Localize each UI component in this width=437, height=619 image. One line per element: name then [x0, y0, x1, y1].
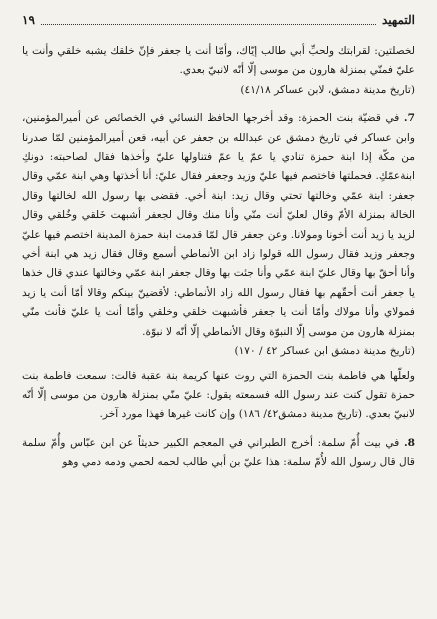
main-text [22, 42, 415, 609]
paragraph: ولعلّها هي فاطمة بنت الحمزة التي روت عنها كريمة بنة عقبة قالت: سمعت فاطمة بنت حمزة تقول كنت عند رسول الله فسمعته يقول: عليّ منّي بمنزلة هارون من موسى إلّا أنّه لانبيّ بعدي. (تاريخ مدينة دمشق٤٢/ ١٨٦) وإن كانت غيرها فهذا مورد آخر. [22, 369, 415, 421]
page-header [22, 10, 415, 30]
header-dotted-leader [41, 16, 376, 25]
numbered-paragraph [22, 109, 415, 342]
item-number: 8. [403, 436, 416, 449]
paragraph-text: في بيت أُمّ سلمة: أخرج الطبراني في المعجم الكبير حديثاً عن ابن عبّاس وأُمّ سلمة قال قال رسول الله لأُمّ سلمة: هذا عليّ بن أبي طالب لحمه لحمي ودمه دمي وهو [22, 436, 415, 469]
numbered-paragraph [22, 434, 415, 473]
page-number: ١٩ [22, 13, 35, 27]
citation: (تاريخ مدينة دمشق، لابن عساكر ٤١/١٨) [240, 83, 415, 96]
paragraph: لخصلتين: لقرابتك ولحبِّ أبي طالب إيّاك، وأمّا أنت يا جعفر فإنّ خلقك يشبه خلقي وأنت يا عليّ فمنّي بمنزلة هارون من موسى إلّا أنّه لانبيّ بعدي. [22, 45, 415, 77]
item-number: 7. [403, 112, 415, 125]
running-title: التمهيد [382, 13, 415, 27]
paragraph-text: في قضيّة بنت الحمزة: وقد أخرجها الحافظ النسائي في الخصائص عن أميرالمؤمنين، وابن عساكر في تاريخ دمشق عن عبدالله بن جعفر عن أبيه، فعن أميرالمؤمنين لمّا صدرنا من مكّة إذا ابنة حمزة تنادي يا عمّ يا عمّ فتناولها عليّ وأخذها فقال لصاحبته: دونكِ ابنةعمّكِ. فحملتها فاختصم فيها عليّ وزيد وجعفر فقال عليّ: أنا أخذتها وهي ابنة عمّي وقال جعفر: ابنة عمّي وخالتها تحتي وقال زيد: ابنة أخي. فقضى بها رسول الله لخالتها وقال الخالة بمنزلة الأمّ وقال لعليّ أنت منّي وأنا منك وقال لجعفر أشبهت خَلقي وخُلقي وقال لزيد يا زيد أنت أخونا ومولانا. وعن جعفر قال لمّا قدمت ابنة حمزة المدينة اختصم فيها عليّ وجعفر وزيد فقال رسول الله قولوا زاد ابن الأنماطي أسمع وقال فقال زيد هي ابنة أخي وأنا أحقّ بها وقال عليّ ابنة عمّي وأنا جئت بها وقال جعفر ابنة عمّي وخالتها عندي قال خذها يا جعفر أنت أحقّهم بها فقال رسول الله زاد الأنماطي: لأقضينّ بينكم وقالا أمّا أنت يا زيد فمولاي وأنا مولاك وأمّا أنت يا جعفر فأشبهت خلقي وخلقي وأمّا أنت يا عليّ فأنت منّي بمنزلة هارون من موسى إلّا النبوّة وقال الأنماطي إلّا أنّه لا نبوّة. [22, 112, 415, 338]
citation: (تاريخ مدينة دمشق ابن عساكر ٤٢ / ١٧٠) [234, 345, 415, 358]
